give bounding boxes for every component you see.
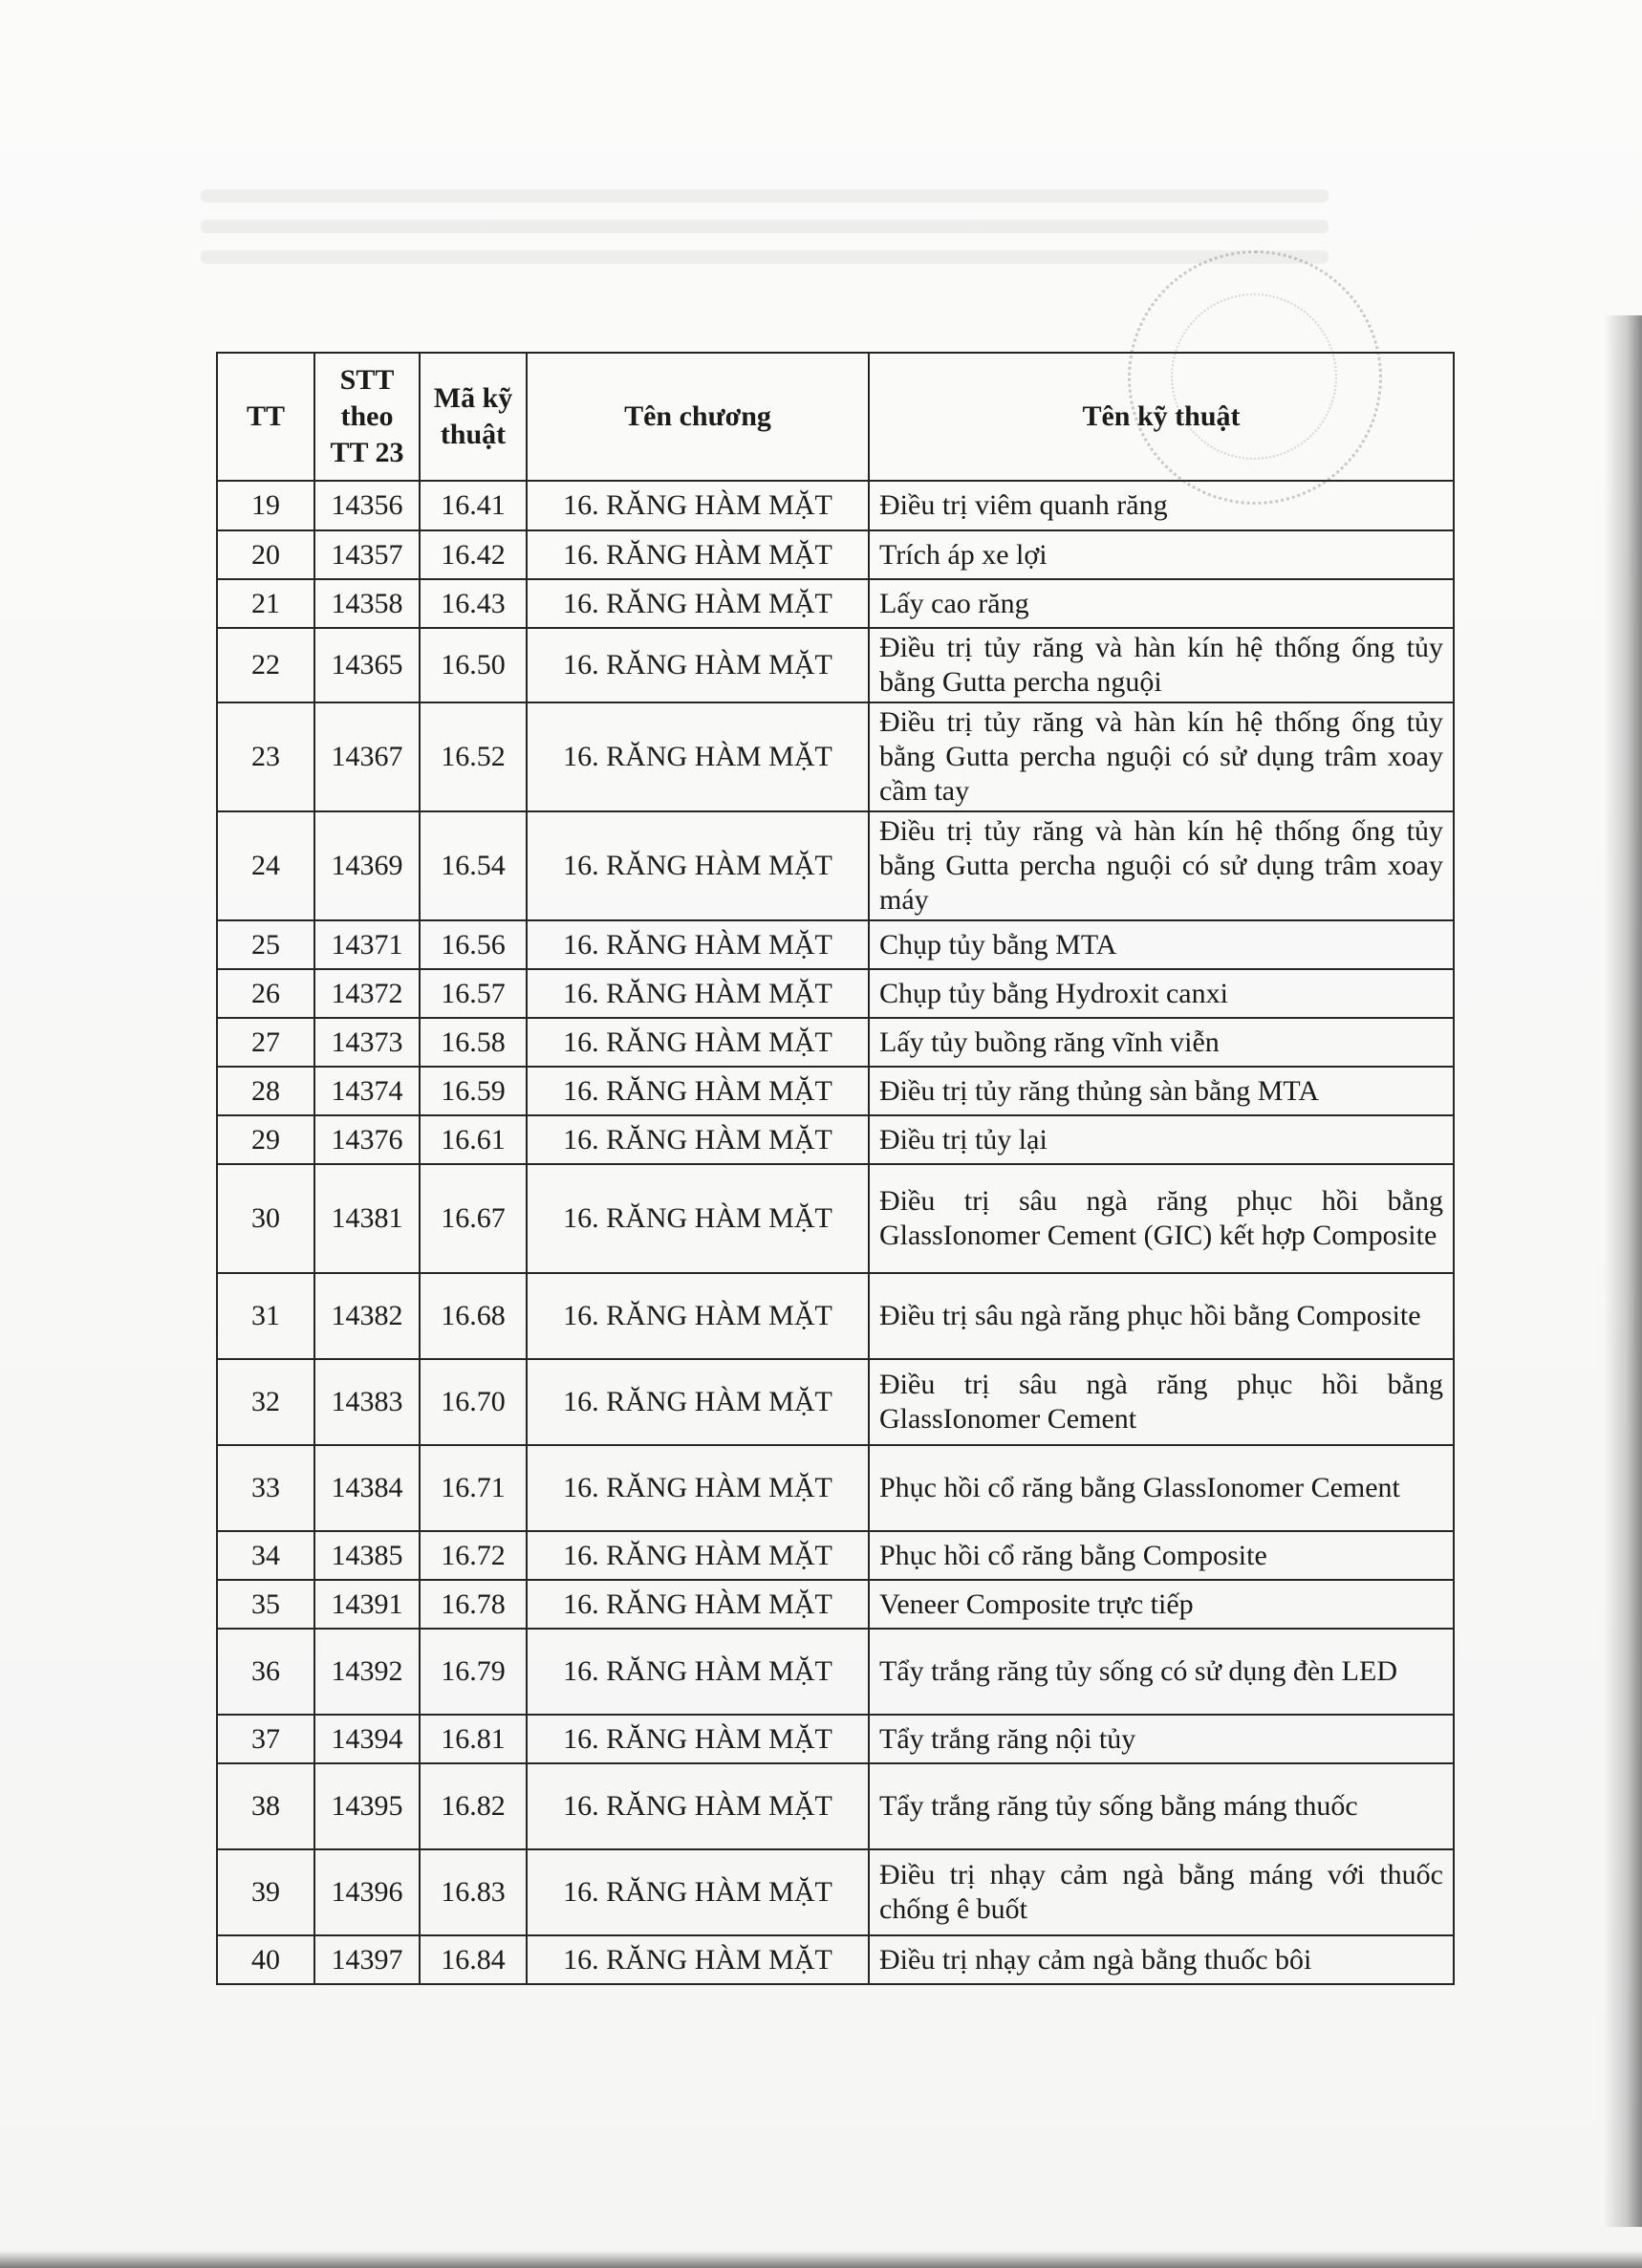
cell-ten: Điều trị tủy lại [869, 1115, 1454, 1164]
cell-ten: Lấy cao răng [869, 579, 1454, 628]
table-row [217, 969, 1454, 1018]
cell-ma: 16.59 [420, 1067, 527, 1115]
cell-ten: Phục hồi cổ răng bằng GlassIonomer Cement [869, 1445, 1454, 1531]
cell-stt: 14395 [314, 1763, 420, 1849]
cell-chuong: 16. RĂNG HÀM MẶT [527, 579, 869, 628]
cell-tt: 32 [217, 1359, 314, 1445]
cell-ten: Điều trị sâu ngà răng phục hồi bằng GlassIonomer Cement [869, 1359, 1454, 1445]
cell-stt: 14367 [314, 702, 420, 811]
cell-chuong: 16. RĂNG HÀM MẶT [527, 1115, 869, 1164]
cell-stt: 14356 [314, 481, 420, 530]
cell-tt: 38 [217, 1763, 314, 1849]
cell-ma: 16.50 [420, 628, 527, 702]
cell-ten: Điều trị nhạy cảm ngà bằng máng với thuốc chống ê buốt [869, 1849, 1454, 1935]
cell-tt: 30 [217, 1164, 314, 1273]
cell-ten: Điều trị sâu ngà răng phục hồi bằng Composite [869, 1273, 1454, 1359]
cell-tt: 22 [217, 628, 314, 702]
cell-stt: 14357 [314, 530, 420, 579]
cell-ma: 16.83 [420, 1849, 527, 1935]
cell-ten: Điều trị tủy răng và hàn kín hệ thống ống tủy bằng Gutta percha nguội [869, 628, 1454, 702]
cell-ten: Veneer Composite trực tiếp [869, 1580, 1454, 1629]
cell-chuong: 16. RĂNG HÀM MẶT [527, 920, 869, 969]
cell-ma: 16.70 [420, 1359, 527, 1445]
table-row [217, 628, 1454, 702]
table-row [217, 579, 1454, 628]
header-ten: Tên kỹ thuật [869, 353, 1454, 481]
cell-tt: 34 [217, 1531, 314, 1580]
cell-tt: 26 [217, 969, 314, 1018]
cell-chuong: 16. RĂNG HÀM MẶT [527, 1531, 869, 1580]
cell-ten: Điều trị viêm quanh răng [869, 481, 1454, 530]
table-row [217, 530, 1454, 579]
cell-stt: 14394 [314, 1715, 420, 1763]
header-chuong: Tên chương [527, 353, 869, 481]
cell-chuong: 16. RĂNG HÀM MẶT [527, 1273, 869, 1359]
table-row [217, 1018, 1454, 1067]
cell-chuong: 16. RĂNG HÀM MẶT [527, 702, 869, 811]
cell-tt: 27 [217, 1018, 314, 1067]
cell-tt: 28 [217, 1067, 314, 1115]
table-header-row [217, 353, 1454, 481]
cell-ma: 16.61 [420, 1115, 527, 1164]
cell-tt: 19 [217, 481, 314, 530]
header-ma-line2: thuật [440, 419, 507, 450]
cell-tt: 20 [217, 530, 314, 579]
table-row [217, 1580, 1454, 1629]
cell-tt: 37 [217, 1715, 314, 1763]
cell-stt: 14396 [314, 1849, 420, 1935]
cell-stt: 14371 [314, 920, 420, 969]
cell-ten: Phục hồi cổ răng bằng Composite [869, 1531, 1454, 1580]
cell-ten: Lấy tủy buồng răng vĩnh viễn [869, 1018, 1454, 1067]
cell-stt: 14397 [314, 1935, 420, 1984]
cell-stt: 14373 [314, 1018, 420, 1067]
cell-ten: Điều trị tủy răng và hàn kín hệ thống ống tủy bằng Gutta percha nguội có sử dụng trâm xoay cầm tay [869, 702, 1454, 811]
cell-ma: 16.52 [420, 702, 527, 811]
table-row [217, 1935, 1454, 1984]
header-stt-line3: TT 23 [330, 437, 404, 468]
cell-tt: 23 [217, 702, 314, 811]
cell-ma: 16.58 [420, 1018, 527, 1067]
cell-ma: 16.67 [420, 1164, 527, 1273]
cell-stt: 14383 [314, 1359, 420, 1445]
cell-ma: 16.54 [420, 811, 527, 920]
header-stt-line1: STT [339, 364, 395, 396]
cell-ma: 16.43 [420, 579, 527, 628]
table-row [217, 1715, 1454, 1763]
table-row [217, 481, 1454, 530]
cell-ma: 16.78 [420, 1580, 527, 1629]
cell-chuong: 16. RĂNG HÀM MẶT [527, 1580, 869, 1629]
cell-tt: 31 [217, 1273, 314, 1359]
cell-tt: 29 [217, 1115, 314, 1164]
cell-ma: 16.42 [420, 530, 527, 579]
cell-stt: 14384 [314, 1445, 420, 1531]
cell-ma: 16.79 [420, 1629, 527, 1715]
header-tt: TT [217, 353, 314, 481]
table-body [217, 481, 1454, 1984]
cell-chuong: 16. RĂNG HÀM MẶT [527, 969, 869, 1018]
techniques-table [216, 352, 1455, 1985]
cell-ten: Chụp tủy bằng Hydroxit canxi [869, 969, 1454, 1018]
cell-tt: 39 [217, 1849, 314, 1935]
cell-chuong: 16. RĂNG HÀM MẶT [527, 628, 869, 702]
cell-chuong: 16. RĂNG HÀM MẶT [527, 1359, 869, 1445]
cell-chuong: 16. RĂNG HÀM MẶT [527, 1067, 869, 1115]
cell-tt: 25 [217, 920, 314, 969]
header-ma-line1: Mã kỹ [433, 382, 513, 414]
table-row [217, 1445, 1454, 1531]
table-row [217, 1629, 1454, 1715]
cell-ma: 16.72 [420, 1531, 527, 1580]
header-ma [420, 353, 527, 481]
table-row [217, 1115, 1454, 1164]
cell-chuong: 16. RĂNG HÀM MẶT [527, 1164, 869, 1273]
table-row [217, 1273, 1454, 1359]
cell-chuong: 16. RĂNG HÀM MẶT [527, 481, 869, 530]
cell-chuong: 16. RĂNG HÀM MẶT [527, 1018, 869, 1067]
table-row [217, 811, 1454, 920]
page-edge-shadow-right [1604, 315, 1642, 2227]
cell-stt: 14369 [314, 811, 420, 920]
table-row [217, 1164, 1454, 1273]
cell-ten: Điều trị tủy răng thủng sàn bằng MTA [869, 1067, 1454, 1115]
page-edge-shadow-bottom [0, 2251, 1642, 2268]
cell-stt: 14372 [314, 969, 420, 1018]
header-stt [314, 353, 420, 481]
cell-chuong: 16. RĂNG HÀM MẶT [527, 1763, 869, 1849]
cell-ma: 16.57 [420, 969, 527, 1018]
cell-tt: 33 [217, 1445, 314, 1531]
cell-ma: 16.81 [420, 1715, 527, 1763]
cell-stt: 14365 [314, 628, 420, 702]
cell-ma: 16.41 [420, 481, 527, 530]
cell-stt: 14374 [314, 1067, 420, 1115]
cell-tt: 35 [217, 1580, 314, 1629]
cell-ten: Chụp tủy bằng MTA [869, 920, 1454, 969]
table-row [217, 920, 1454, 969]
cell-ten: Điều trị tủy răng và hàn kín hệ thống ống tủy bằng Gutta percha nguội có sử dụng trâm xoay máy [869, 811, 1454, 920]
cell-stt: 14376 [314, 1115, 420, 1164]
cell-stt: 14392 [314, 1629, 420, 1715]
table-row [217, 1849, 1454, 1935]
cell-ma: 16.56 [420, 920, 527, 969]
cell-stt: 14385 [314, 1531, 420, 1580]
table-row [217, 702, 1454, 811]
cell-tt: 36 [217, 1629, 314, 1715]
cell-ten: Tẩy trắng răng tủy sống bằng máng thuốc [869, 1763, 1454, 1849]
cell-ma: 16.68 [420, 1273, 527, 1359]
cell-ten: Tẩy trắng răng nội tủy [869, 1715, 1454, 1763]
cell-tt: 21 [217, 579, 314, 628]
cell-stt: 14382 [314, 1273, 420, 1359]
cell-chuong: 16. RĂNG HÀM MẶT [527, 811, 869, 920]
cell-ma: 16.71 [420, 1445, 527, 1531]
cell-chuong: 16. RĂNG HÀM MẶT [527, 1935, 869, 1984]
table-row [217, 1067, 1454, 1115]
cell-ten: Tẩy trắng răng tủy sống có sử dụng đèn LED [869, 1629, 1454, 1715]
cell-chuong: 16. RĂNG HÀM MẶT [527, 1715, 869, 1763]
cell-ma: 16.84 [420, 1935, 527, 1984]
cell-chuong: 16. RĂNG HÀM MẶT [527, 530, 869, 579]
cell-tt: 24 [217, 811, 314, 920]
cell-ma: 16.82 [420, 1763, 527, 1849]
cell-stt: 14381 [314, 1164, 420, 1273]
cell-tt: 40 [217, 1935, 314, 1984]
cell-stt: 14358 [314, 579, 420, 628]
cell-chuong: 16. RĂNG HÀM MẶT [527, 1445, 869, 1531]
header-stt-line2: theo [340, 400, 394, 432]
table-row [217, 1763, 1454, 1849]
cell-chuong: 16. RĂNG HÀM MẶT [527, 1629, 869, 1715]
cell-ten: Điều trị nhạy cảm ngà bằng thuốc bôi [869, 1935, 1454, 1984]
table-row [217, 1359, 1454, 1445]
table-row [217, 1531, 1454, 1580]
cell-stt: 14391 [314, 1580, 420, 1629]
cell-ten: Trích áp xe lợi [869, 530, 1454, 579]
cell-ten: Điều trị sâu ngà răng phục hồi bằng GlassIonomer Cement (GIC) kết hợp Composite [869, 1164, 1454, 1273]
cell-chuong: 16. RĂNG HÀM MẶT [527, 1849, 869, 1935]
